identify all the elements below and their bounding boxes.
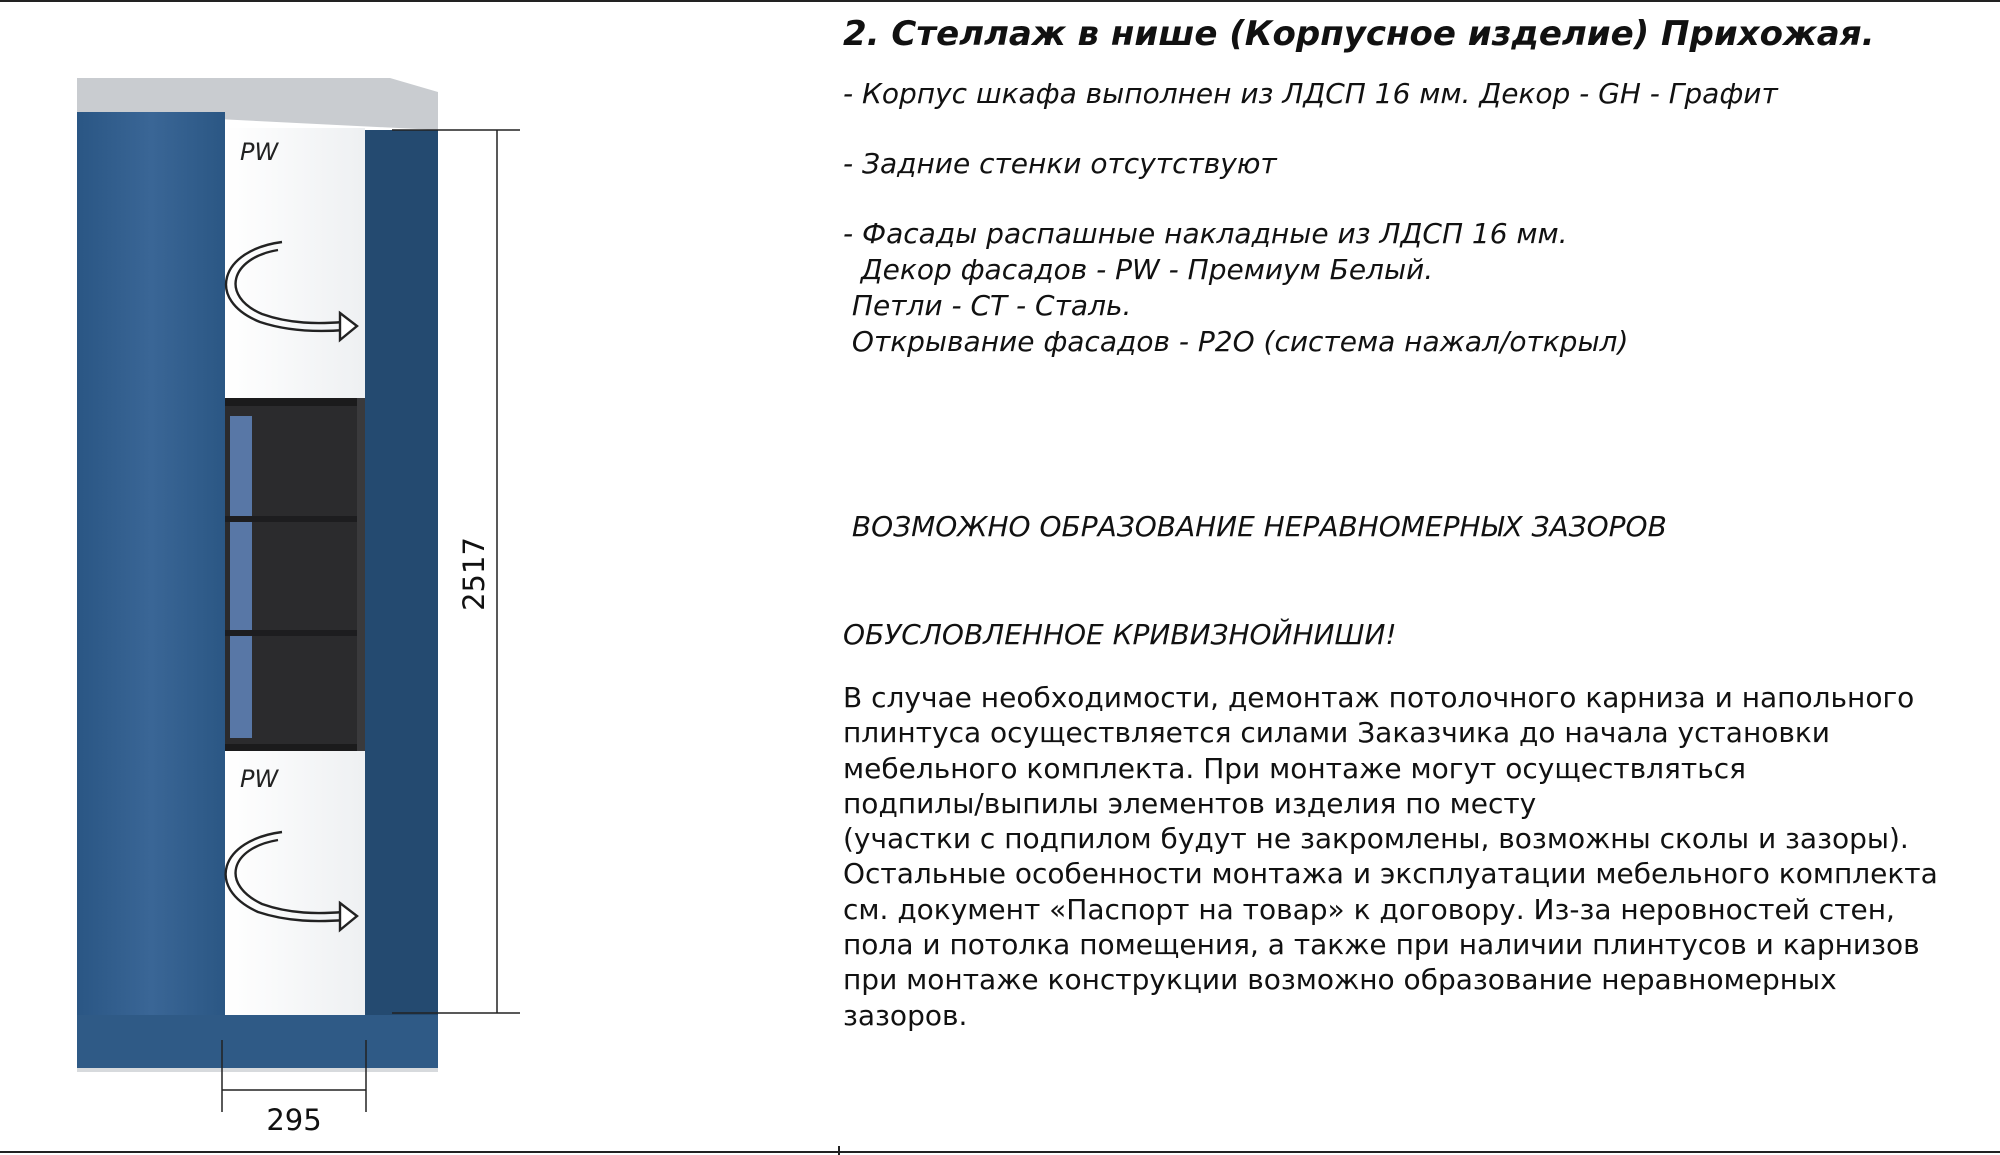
notes-line: пола и потолка помещения, а также при наличии плинтусов и карнизов [843, 928, 1920, 962]
notes-line: плинтуса осуществляется силами Заказчика до начала установки [843, 716, 1830, 750]
spec-body-line: - Корпус шкафа выполнен из ЛДСП 16 мм. Декор - GH - Графит [843, 77, 1778, 110]
notes-line: В случае необходимости, демонтаж потолочного карниза и напольного [843, 681, 1915, 714]
spec-column [843, 10, 1983, 394]
notes-line: (участки с подпилом будут не закромлены, возможны сколы и зазоры). [843, 822, 1909, 856]
page-title: 2. Стеллаж в нише (Корпусное изделие) Прихожая. [843, 14, 1875, 54]
niche-right-wall [365, 130, 438, 1068]
notes-line: мебельного комплекта. При монтаже могут осуществляться [843, 751, 1746, 785]
notes-line: при монтаже конструкции возможно образование неравномерных [843, 963, 1837, 997]
shelf-top-board [225, 398, 365, 406]
shelf-bottom-board [225, 744, 365, 752]
floor-edge [77, 1068, 438, 1072]
spec-back-panels [843, 146, 1983, 182]
shelf-side-panel [357, 398, 365, 751]
facade-material-line: - Фасады распашные накладные из ЛДСП 16 мм. [843, 217, 1568, 250]
installation-notes [843, 680, 1993, 1033]
facade-hinges-line: Петли - CT - Сталь. [843, 289, 1132, 322]
notes-line: подпилы/выпилы элементов изделия по месту [843, 786, 1537, 820]
gap-warning-line-1: ВОЗМОЖНО ОБРАЗОВАНИЕ НЕРАВНОМЕРНЫХ ЗАЗОРОВ [843, 510, 1667, 543]
height-dimension-label: 2517 [457, 537, 491, 611]
cabinet-drawing [0, 0, 820, 1155]
niche-left-wall [77, 112, 225, 1068]
facade-opening-line: Открывание фасадов - P2O (система нажал/открыл) [843, 325, 1629, 358]
shelf-board-1 [225, 516, 365, 522]
shelf-board-2 [225, 630, 365, 636]
gap-warning [843, 437, 1667, 689]
spec-facades [843, 216, 1983, 360]
width-dimension-label: 295 [266, 1103, 322, 1137]
column-divider [838, 1146, 840, 1155]
shelf-back-accent [230, 416, 252, 738]
spec-body [843, 76, 1983, 112]
lower-door-label: PW [240, 765, 279, 793]
cabinet-drawing-svg [0, 0, 820, 1155]
notes-line: зазоров. [843, 998, 968, 1032]
upper-door-label: PW [240, 138, 279, 166]
facade-decor-line: Декор фасадов - PW - Премиум Белый. [843, 253, 1434, 286]
notes-line: Остальные особенности монтажа и эксплуатации мебельного комплекта [843, 857, 1938, 891]
notes-line: см. документ «Паспорт на товар» к договору. Из-за неровностей стен, [843, 892, 1895, 926]
gap-warning-line-2: ОБУСЛОВЛЕННОЕ КРИВИЗНОЙНИШИ! [843, 618, 1397, 651]
floor-strip [77, 1015, 438, 1068]
spec-back-panels-line: - Задние стенки отсутствуют [843, 147, 1277, 180]
